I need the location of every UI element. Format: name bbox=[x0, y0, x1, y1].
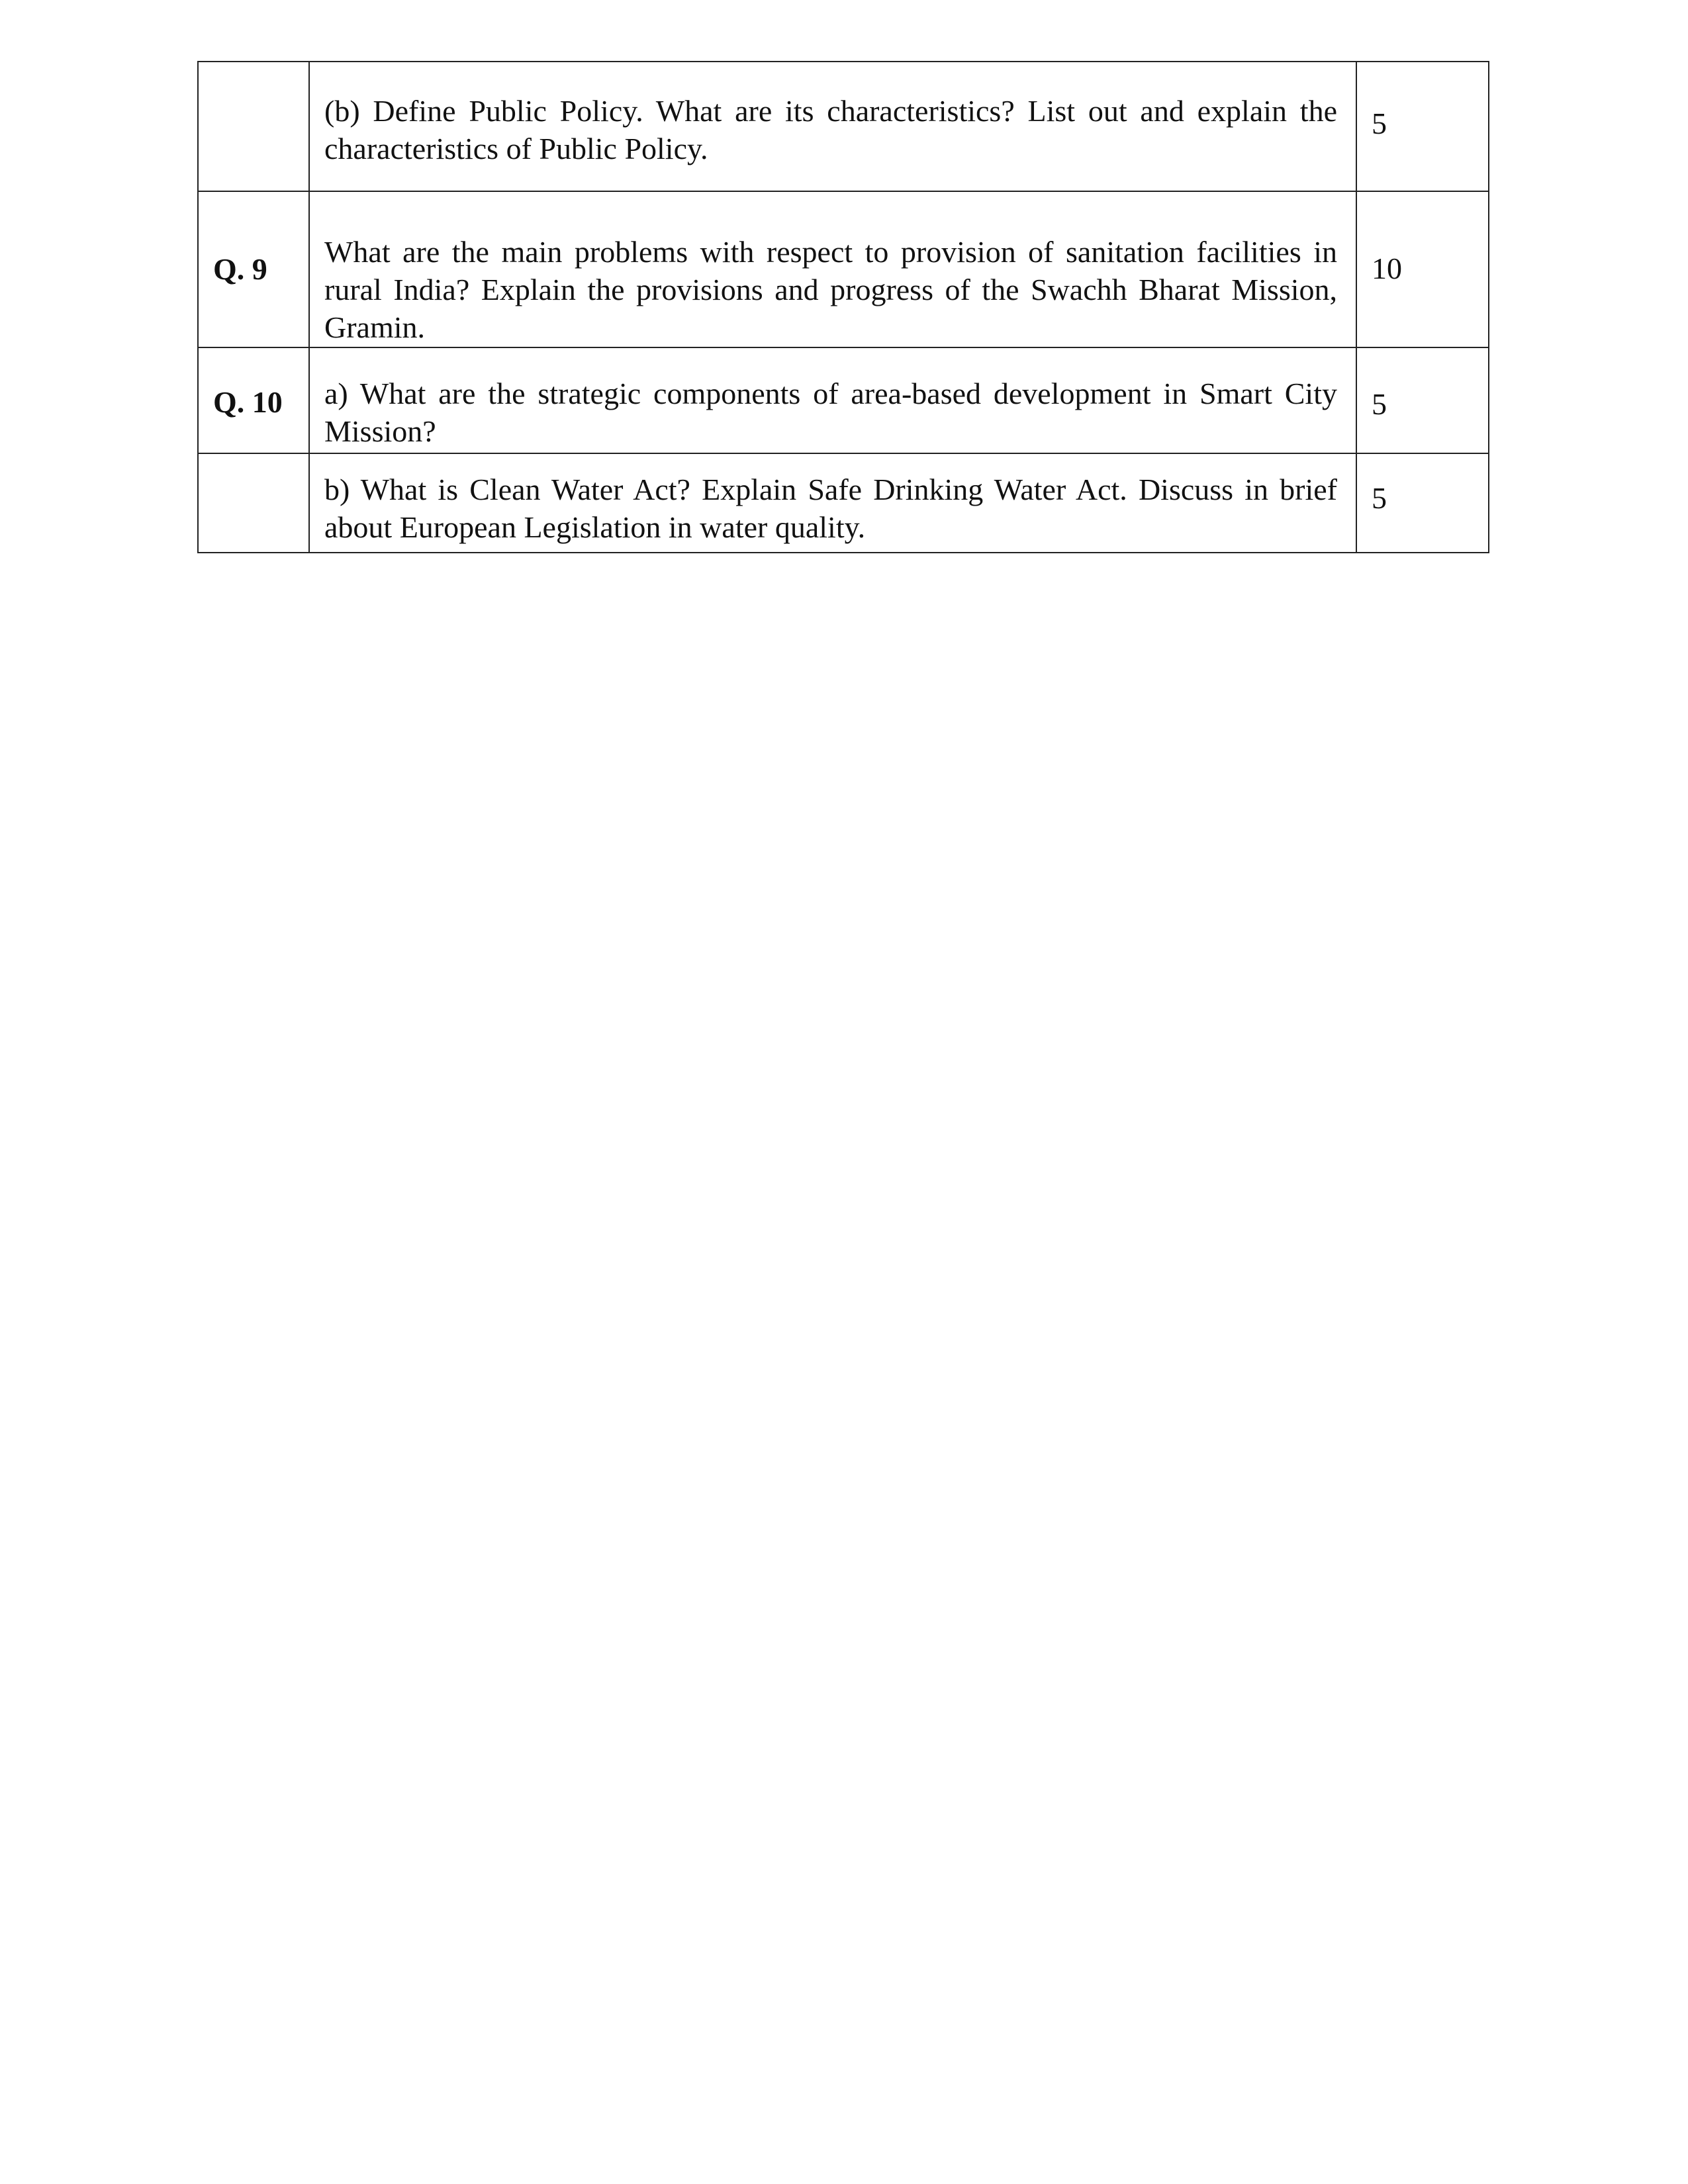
question-marks: 5 bbox=[1356, 347, 1489, 453]
table-row bbox=[198, 453, 1489, 553]
question-marks: 5 bbox=[1356, 453, 1489, 553]
question-number bbox=[198, 62, 309, 191]
question-marks: 5 bbox=[1356, 62, 1489, 191]
question-table bbox=[197, 61, 1489, 553]
question-text: a) What are the strategic components of area-based development in Smart City Mission? bbox=[309, 347, 1356, 453]
question-marks: 10 bbox=[1356, 191, 1489, 347]
question-text: (b) Define Public Policy. What are its characteristics? List out and explain the characteristics of Public Policy. bbox=[309, 62, 1356, 191]
question-number bbox=[198, 453, 309, 553]
question-text: b) What is Clean Water Act? Explain Safe Drinking Water Act. Discuss in brief about European Legislation in water quality. bbox=[309, 453, 1356, 553]
table-row bbox=[198, 347, 1489, 453]
table-row bbox=[198, 62, 1489, 191]
question-text: What are the main problems with respect to provision of sanitation facilities in rural India? Explain the provisions and progress of the Swachh Bharat Mission, Gramin. bbox=[309, 191, 1356, 347]
question-number: Q. 10 bbox=[198, 347, 309, 453]
question-number: Q. 9 bbox=[198, 191, 309, 347]
table-row bbox=[198, 191, 1489, 347]
